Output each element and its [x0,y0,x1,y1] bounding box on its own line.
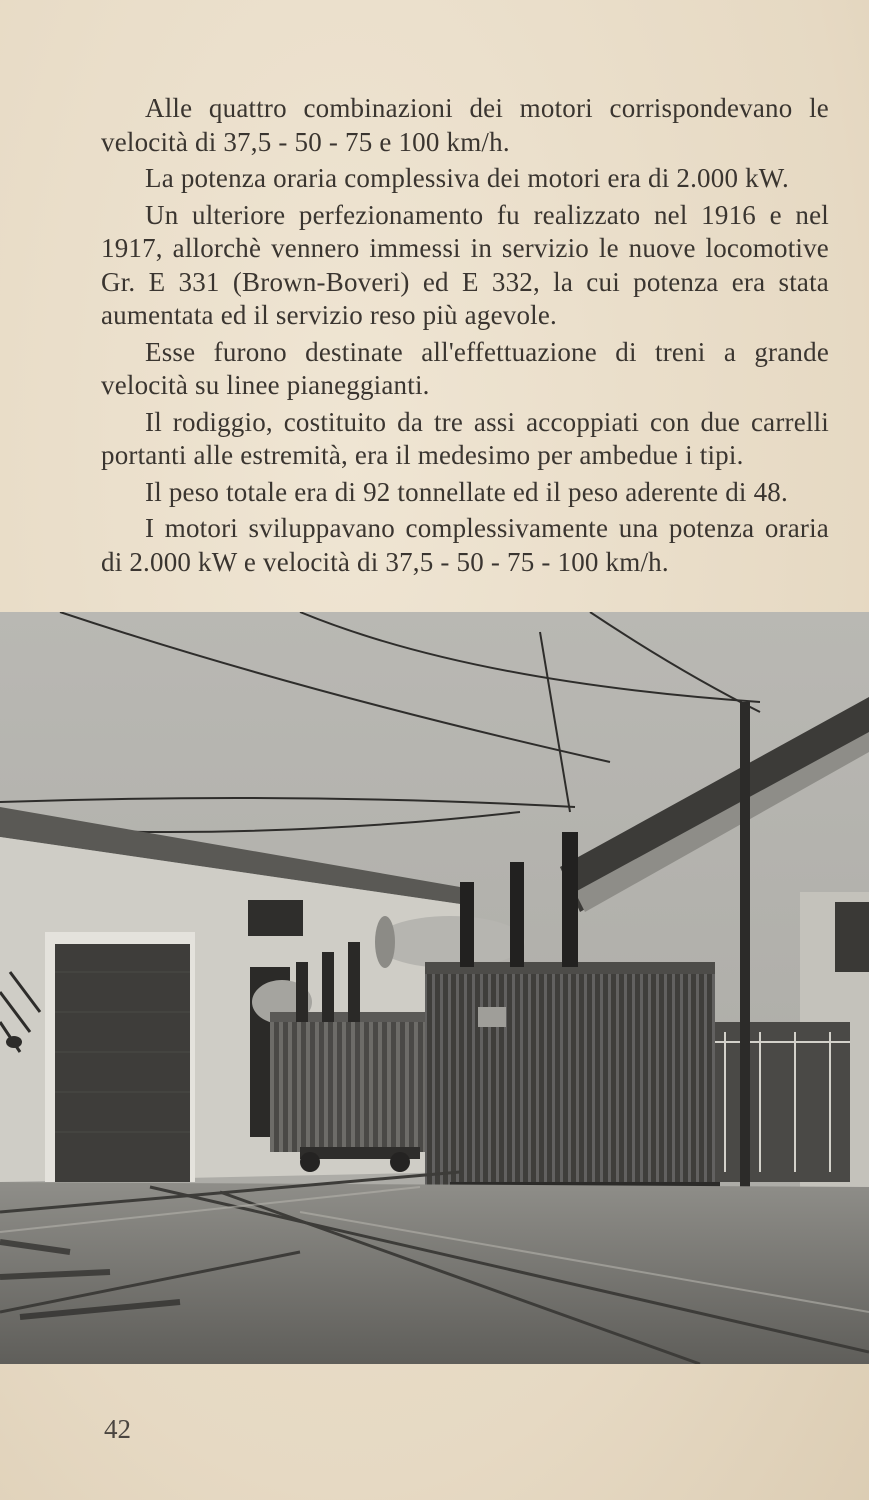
paragraph-3: Un ulteriore perfezionamento fu realizzato nel 1916 e nel 1917, allorchè vennero immessi in servizio le nuove locomotive Gr. E 331 (Brown-Boveri) ed E 332, la cui potenza era stata aumentata ed il servizio reso più agevole. [101,199,829,330]
photo-illustration [0,612,869,1364]
transformers-photo [0,612,869,1364]
paragraph-7: I motori sviluppavano complessivamente una potenza oraria di 2.000 kW e velocità di 37,5 - 50 - 75 - 100 km/h. [101,513,829,577]
paragraph-1: Alle quattro combinazioni dei motori corrispondevano le velocità di 37,5 - 50 - 75 e 100 km/h. [101,93,829,157]
paragraph-4: Esse furono destinate all'effettuazione di treni a grande velocità su linee pianeggianti. [101,336,829,400]
body-text [101,92,829,582]
paragraph-2: La potenza oraria complessiva dei motori era di 2.000 kW. [145,163,789,193]
page-number: 42 [104,1414,131,1444]
paragraph-6: Il peso totale era di 92 tonnellate ed il peso aderente di 48. [145,476,788,507]
paragraph-5: Il rodiggio, costituito da tre assi accoppiati con due carrelli portanti alle estremità, era il medesimo per ambedue i tipi. [101,406,829,470]
